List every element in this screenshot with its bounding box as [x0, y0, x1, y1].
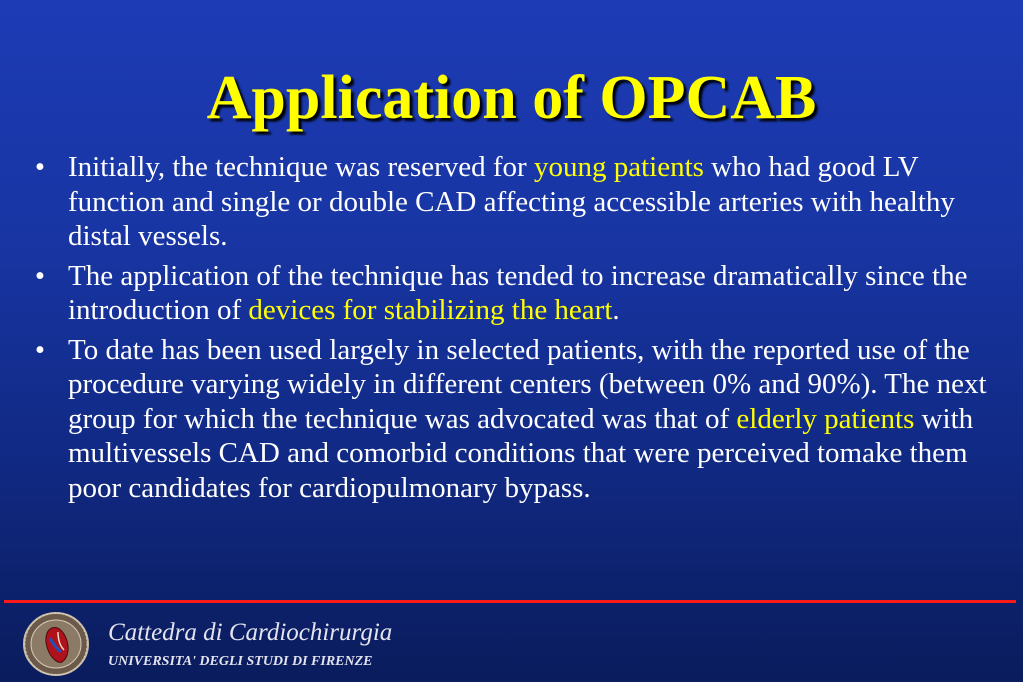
footer-university: UNIVERSITA' DEGLI STUDI DI FIRENZE	[108, 654, 373, 669]
slide-title: Application of OPCAB	[206, 64, 817, 132]
bullet-item-1	[30, 150, 1000, 254]
university-seal-icon	[22, 610, 92, 678]
bullet-text: To date has been used largely in selected patients, with the reported use of the procedure varying widely in different centers (between 0% and 90%). The next group for which the technique was advocated was that of	[68, 333, 987, 435]
highlight-elderly-patients: elderly patients	[736, 402, 915, 435]
bullet-text: who had good LV function and single or double CAD affecting accessible arteries with healthy distal vessels.	[68, 151, 955, 252]
bullet-text: The application of the technique has tended to increase dramatically since the introduction of	[68, 259, 968, 326]
bullet-text: .	[612, 294, 620, 326]
bullet-marker: •	[34, 259, 46, 292]
footer-divider	[4, 600, 1016, 603]
bullet-item-2	[30, 259, 1000, 328]
highlight-young-patients: young patients	[533, 151, 704, 183]
highlight-stabilizing-devices: devices for stabilizing the heart	[248, 294, 613, 326]
bullet-marker: •	[34, 151, 46, 183]
footer-department: Cattedra di Cardiochirurgia	[108, 619, 393, 646]
bullet-marker: •	[34, 333, 46, 366]
bullet-item-3	[30, 333, 1000, 506]
bullet-text: with multivessels CAD and comorbid conditions that were perceived tomake them poor candidates for cardiopulmonary bypass.	[68, 402, 974, 504]
bullet-list	[30, 150, 1000, 510]
bullet-text: Initially, the technique was reserved for	[68, 151, 534, 183]
